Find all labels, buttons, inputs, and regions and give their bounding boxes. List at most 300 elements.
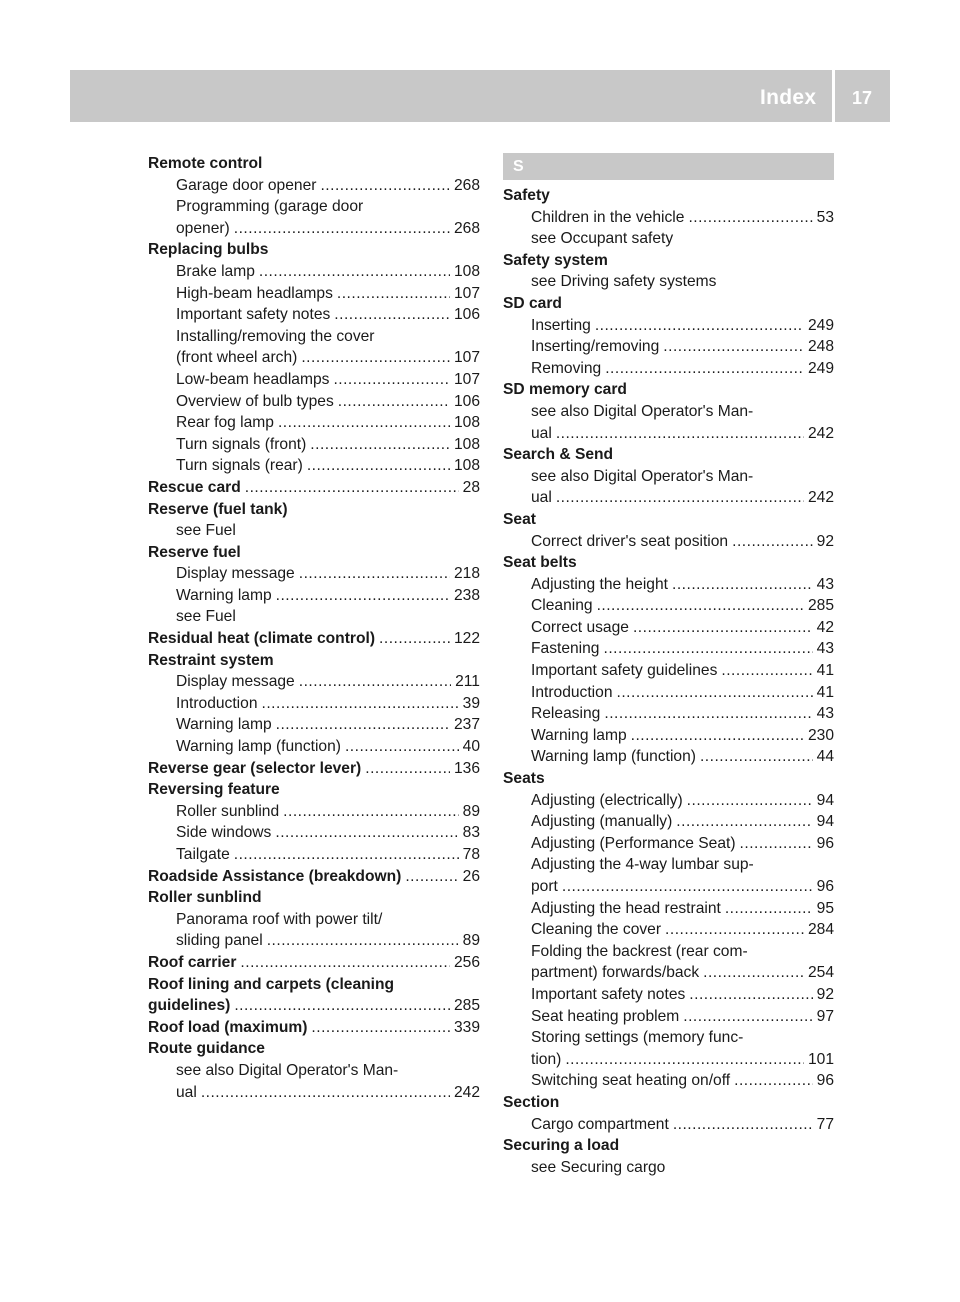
index-subentry xyxy=(148,909,480,931)
entry-text: Roadside Assistance (breakdown) xyxy=(148,867,402,885)
entry-text: Rescue card xyxy=(148,478,241,496)
entry-text: guidelines) xyxy=(148,997,231,1015)
page-ref: 254 xyxy=(807,964,834,982)
page-ref: 256 xyxy=(453,953,480,971)
entry-text: Inserting/removing xyxy=(531,338,660,356)
page-ref: 92 xyxy=(816,985,834,1003)
page-ref: 268 xyxy=(453,219,480,237)
entry-text: sliding panel xyxy=(176,932,263,950)
dot-leader xyxy=(267,930,459,952)
index-subentry xyxy=(148,736,480,758)
entry-text: Warning lamp xyxy=(176,586,272,604)
entry-text: Tailgate xyxy=(176,846,230,863)
index-heading xyxy=(148,239,480,261)
index-heading xyxy=(503,1135,834,1157)
index-heading xyxy=(503,444,834,466)
entry-text: see also Digital Operator's Man- xyxy=(531,402,754,420)
index-subentry xyxy=(503,207,834,229)
entry-text: see also Digital Operator's Man- xyxy=(176,1061,399,1079)
page-ref: 78 xyxy=(462,846,480,863)
index-subentry xyxy=(148,1060,480,1082)
dot-leader xyxy=(276,585,450,607)
index-heading xyxy=(503,250,834,272)
entry-text: Reserve fuel xyxy=(148,543,241,561)
page-ref: 28 xyxy=(462,478,480,496)
entry-text: see Fuel xyxy=(176,522,236,540)
index-heading xyxy=(148,974,480,996)
index-column-left xyxy=(148,153,480,1103)
dot-leader xyxy=(234,844,459,866)
entry-text: Switching seat heating on/off xyxy=(531,1072,731,1090)
index-subentry xyxy=(148,671,480,693)
dot-leader xyxy=(556,487,804,509)
index-subentry xyxy=(503,638,834,660)
dot-leader xyxy=(721,660,812,682)
index-subentry xyxy=(148,412,480,434)
entry-text: Remote control xyxy=(148,155,263,172)
index-subentry xyxy=(148,563,480,585)
page-ref: 106 xyxy=(453,392,480,410)
entry-text: Display message xyxy=(176,565,295,583)
dot-leader xyxy=(307,455,450,477)
dot-leader xyxy=(333,369,450,391)
index-subentry xyxy=(148,218,480,240)
index-heading xyxy=(503,293,834,315)
page-ref: 44 xyxy=(816,748,834,766)
page-ref: 285 xyxy=(807,597,834,615)
index-subentry xyxy=(503,336,834,358)
index-subentry xyxy=(148,693,480,715)
entry-text: Installing/removing the cover xyxy=(176,327,375,345)
entry-text: Adjusting (manually) xyxy=(531,813,673,831)
dot-leader xyxy=(734,1070,813,1092)
entry-text: Adjusting the height xyxy=(531,575,668,593)
index-subentry xyxy=(148,801,480,823)
index-heading xyxy=(148,1017,480,1039)
dot-leader xyxy=(334,304,450,326)
index-subentry xyxy=(148,434,480,456)
dot-leader xyxy=(234,218,450,240)
index-subentry xyxy=(503,1070,834,1092)
index-subentry xyxy=(503,876,834,898)
page-ref: 94 xyxy=(816,813,834,831)
entry-text: Important safety notes xyxy=(531,985,686,1003)
entry-text: Releasing xyxy=(531,705,601,723)
index-heading xyxy=(148,499,480,521)
entry-text: Roof carrier xyxy=(148,953,237,971)
index-subentry xyxy=(503,746,834,768)
dot-leader xyxy=(663,336,804,358)
index-heading xyxy=(503,379,834,401)
page-ref: 242 xyxy=(807,489,834,507)
index-heading xyxy=(503,1092,834,1114)
index-heading xyxy=(148,866,480,888)
entry-text: see Fuel xyxy=(176,608,236,626)
entry-text: Warning lamp (function) xyxy=(531,748,696,766)
index-subentry xyxy=(148,822,480,844)
entry-text: Correct driver's seat position xyxy=(531,532,729,550)
page-ref: 39 xyxy=(462,694,480,712)
dot-leader xyxy=(283,801,458,823)
page-ref: 211 xyxy=(455,673,480,691)
dot-leader xyxy=(676,811,812,833)
dot-leader xyxy=(595,315,804,337)
dot-leader xyxy=(556,423,804,445)
index-subentry xyxy=(148,326,480,348)
index-heading xyxy=(503,509,834,531)
dot-leader xyxy=(604,703,812,725)
page-ref: 107 xyxy=(453,284,480,302)
dot-leader xyxy=(379,628,450,650)
index-heading xyxy=(148,952,480,974)
page-ref: 26 xyxy=(462,867,480,885)
entry-text: Correct usage xyxy=(531,618,629,636)
index-subentry xyxy=(503,315,834,337)
dot-leader xyxy=(234,995,450,1017)
index-subentry xyxy=(503,725,834,747)
page-ref: 42 xyxy=(816,618,834,636)
dot-leader xyxy=(597,595,804,617)
entry-text: Children in the vehicle xyxy=(531,208,685,226)
index-subentry xyxy=(503,898,834,920)
entry-text: Low-beam headlamps xyxy=(176,370,330,388)
index-heading xyxy=(148,542,480,564)
page-ref: 107 xyxy=(453,370,480,388)
index-subentry xyxy=(503,531,834,553)
dot-leader xyxy=(683,1006,812,1028)
entry-text: Rear fog lamp xyxy=(176,414,274,432)
dot-leader xyxy=(617,682,813,704)
dot-leader xyxy=(405,866,458,888)
index-subentry xyxy=(148,1082,480,1104)
entry-text: Introduction xyxy=(531,683,613,701)
index-subentry xyxy=(148,304,480,326)
entry-text: Removing xyxy=(531,359,602,377)
dot-leader xyxy=(687,790,813,812)
index-heading xyxy=(148,153,480,175)
dot-leader xyxy=(689,984,812,1006)
dot-leader xyxy=(603,638,812,660)
entry-text: Introduction xyxy=(176,694,258,712)
page-ref: 41 xyxy=(816,662,834,680)
index-subentry xyxy=(503,574,834,596)
dot-leader xyxy=(320,175,450,197)
index-heading xyxy=(503,768,834,790)
dot-leader xyxy=(262,693,459,715)
index-subentry xyxy=(503,854,834,876)
index-subentry xyxy=(148,585,480,607)
page-ref: 106 xyxy=(453,306,480,324)
entry-text: ual xyxy=(531,489,552,507)
index-subentry xyxy=(503,962,834,984)
index-heading xyxy=(148,477,480,499)
dot-leader xyxy=(633,617,813,639)
index-subentry xyxy=(148,261,480,283)
index-subentry xyxy=(503,487,834,509)
index-heading xyxy=(148,758,480,780)
index-heading xyxy=(148,1038,480,1060)
index-subentry xyxy=(503,1157,834,1179)
entry-text: Cleaning the cover xyxy=(531,921,662,939)
entry-text: port xyxy=(531,878,558,895)
index-subentry xyxy=(148,196,480,218)
entry-text: Overview of bulb types xyxy=(176,392,334,410)
page-ref: 53 xyxy=(816,208,834,226)
index-subentry xyxy=(503,790,834,812)
entry-text: Adjusting (Performance Seat) xyxy=(531,834,736,852)
index-subentry xyxy=(503,617,834,639)
dot-leader xyxy=(299,563,450,585)
entry-text: Warning lamp (function) xyxy=(176,738,341,756)
entry-text: Cargo compartment xyxy=(531,1115,669,1133)
page-ref: 230 xyxy=(807,726,834,744)
dot-leader xyxy=(565,1049,804,1071)
index-subentry xyxy=(503,228,834,250)
dot-leader xyxy=(732,531,813,553)
index-column-right xyxy=(503,153,834,1178)
page-ref: 218 xyxy=(453,565,480,583)
page-ref: 284 xyxy=(807,921,834,939)
dot-leader xyxy=(673,1114,813,1136)
index-subentry xyxy=(503,919,834,941)
entry-text: see also Digital Operator's Man- xyxy=(531,467,754,485)
entry-text: Restraint system xyxy=(148,651,274,669)
index-heading xyxy=(148,628,480,650)
entry-text: Securing a load xyxy=(503,1137,620,1155)
page-ref: 237 xyxy=(453,716,480,734)
index-heading xyxy=(148,650,480,672)
index-subentry xyxy=(148,175,480,197)
dot-leader xyxy=(278,412,450,434)
entry-text: tion) xyxy=(531,1050,562,1068)
index-heading xyxy=(148,887,480,909)
index-heading xyxy=(503,552,834,574)
entry-text: Seat belts xyxy=(503,554,577,572)
index-subentry xyxy=(503,1006,834,1028)
entry-text: Reverse gear (selector lever) xyxy=(148,759,362,777)
page-ref: 94 xyxy=(816,791,834,809)
entry-text: Reversing feature xyxy=(148,781,280,799)
dot-leader xyxy=(310,434,450,456)
index-subentry xyxy=(503,595,834,617)
entry-text: Reserve (fuel tank) xyxy=(148,500,288,518)
entry-text: Garage door opener xyxy=(176,176,317,194)
page-ref: 95 xyxy=(816,899,834,917)
index-heading xyxy=(148,995,480,1017)
entry-text: Warning lamp xyxy=(176,716,272,734)
entry-text: Seats xyxy=(503,770,545,788)
entry-text: opener) xyxy=(176,219,230,237)
entry-text: see Occupant safety xyxy=(531,230,674,248)
index-subentry xyxy=(503,984,834,1006)
entry-text: see Driving safety systems xyxy=(531,273,717,291)
dot-leader xyxy=(365,758,450,780)
page-ref: 97 xyxy=(816,1007,834,1025)
dot-leader xyxy=(311,1017,450,1039)
page-ref: 108 xyxy=(453,457,480,475)
index-subentry xyxy=(503,1114,834,1136)
entry-text: Seat xyxy=(503,510,536,528)
index-subentry xyxy=(503,1027,834,1049)
entry-text: High-beam headlamps xyxy=(176,284,333,302)
entry-text: Roof lining and carpets (cleaning xyxy=(148,975,395,993)
index-subentry xyxy=(148,714,480,736)
page-ref: 242 xyxy=(807,424,834,442)
dot-leader xyxy=(345,736,459,758)
dot-leader xyxy=(201,1082,450,1104)
page-ref: 136 xyxy=(453,759,480,777)
entry-text: Warning lamp xyxy=(531,726,627,744)
dot-leader xyxy=(665,919,804,941)
page-ref: 43 xyxy=(816,640,834,658)
entry-text: Brake lamp xyxy=(176,262,255,280)
page-ref: 43 xyxy=(816,705,834,723)
entry-text: Inserting xyxy=(531,316,591,334)
index-subentry xyxy=(148,844,480,866)
dot-leader xyxy=(703,962,804,984)
entry-text: (front wheel arch) xyxy=(176,349,298,367)
entry-text: Adjusting the head restraint xyxy=(531,899,721,917)
index-subentry xyxy=(148,606,480,628)
entry-text: Turn signals (rear) xyxy=(176,457,303,475)
index-subentry xyxy=(503,401,834,423)
dot-leader xyxy=(301,347,450,369)
entry-text: Turn signals (front) xyxy=(176,435,307,453)
entry-text: Display message xyxy=(176,673,295,691)
entry-text: ual xyxy=(531,424,552,442)
index-subentry xyxy=(148,930,480,952)
index-subentry xyxy=(503,466,834,488)
entry-text: Roller sunblind xyxy=(176,802,280,820)
dot-leader xyxy=(688,207,812,229)
page-ref: 108 xyxy=(453,414,480,432)
page-ref: 248 xyxy=(807,338,834,356)
index-subentry xyxy=(503,811,834,833)
index-subentry xyxy=(503,660,834,682)
dot-leader xyxy=(240,952,450,974)
header-divider xyxy=(832,70,835,122)
entry-text: SD card xyxy=(503,294,562,312)
entry-text: Seat heating problem xyxy=(531,1007,680,1025)
index-subentry xyxy=(148,520,480,542)
entry-text: Important safety notes xyxy=(176,306,331,324)
index-title: Index xyxy=(760,86,817,109)
page-ref: 242 xyxy=(453,1083,480,1101)
dot-leader xyxy=(672,574,813,596)
page-ref: 122 xyxy=(453,630,480,648)
page-ref: 77 xyxy=(816,1115,834,1133)
entry-text: Residual heat (climate control) xyxy=(148,630,376,648)
index-subentry xyxy=(503,941,834,963)
dot-leader xyxy=(259,261,450,283)
entry-text: Roller sunblind xyxy=(148,889,262,907)
page-ref: 238 xyxy=(453,586,480,604)
entry-text: partment) forwards/back xyxy=(531,964,700,982)
index-subentry xyxy=(148,347,480,369)
dot-leader xyxy=(725,898,813,920)
index-entries-right xyxy=(503,185,834,1178)
entry-text: Safety xyxy=(503,187,550,204)
entry-text: Storing settings (memory func- xyxy=(531,1029,744,1047)
entry-text: Programming (garage door xyxy=(176,198,364,216)
page-ref: 107 xyxy=(453,349,480,367)
dot-leader xyxy=(740,833,813,855)
page-ref: 96 xyxy=(816,1072,834,1090)
page-ref: 89 xyxy=(462,802,480,820)
entry-text: Important safety guidelines xyxy=(531,662,718,680)
dot-leader xyxy=(338,391,450,413)
page-ref: 249 xyxy=(807,359,834,377)
index-subentry xyxy=(503,1049,834,1071)
page-ref: 285 xyxy=(453,997,480,1015)
dot-leader xyxy=(631,725,804,747)
page-ref: 89 xyxy=(462,932,480,950)
entry-text: Replacing bulbs xyxy=(148,241,269,259)
page-ref: 249 xyxy=(807,316,834,334)
entry-text: Section xyxy=(503,1093,560,1111)
page-ref: 41 xyxy=(816,683,834,701)
dot-leader xyxy=(299,671,451,693)
page-ref: 83 xyxy=(462,824,480,842)
page-ref: 108 xyxy=(453,435,480,453)
entry-text: Route guidance xyxy=(148,1040,265,1058)
index-subentry xyxy=(148,391,480,413)
dot-leader xyxy=(276,714,450,736)
index-heading xyxy=(148,779,480,801)
entry-text: Safety system xyxy=(503,251,608,269)
entry-text: Adjusting the 4-way lumbar sup- xyxy=(531,856,754,874)
page-ref: 96 xyxy=(816,878,834,895)
entry-text: Roof load (maximum) xyxy=(148,1018,308,1036)
page-ref: 268 xyxy=(453,176,480,194)
page-ref: 339 xyxy=(453,1018,480,1036)
dot-leader xyxy=(275,822,458,844)
entry-text: Side windows xyxy=(176,824,272,842)
page-ref: 43 xyxy=(816,575,834,593)
entry-text: see Securing cargo xyxy=(531,1158,666,1176)
index-subentry xyxy=(148,283,480,305)
index-subentry xyxy=(503,703,834,725)
page-number: 17 xyxy=(852,88,873,108)
dot-leader xyxy=(245,477,459,499)
dot-leader xyxy=(337,283,450,305)
index-subentry xyxy=(503,271,834,293)
index-subentry xyxy=(148,455,480,477)
entry-text: Adjusting (electrically) xyxy=(531,791,683,809)
index-subentry xyxy=(148,369,480,391)
entry-text: SD memory card xyxy=(503,381,627,399)
entry-text: Panorama roof with power tilt/ xyxy=(176,910,383,928)
index-subentry xyxy=(503,833,834,855)
dot-leader xyxy=(562,876,813,898)
dot-leader xyxy=(700,746,813,768)
section-letter-bar: S xyxy=(503,153,834,180)
entry-text: ual xyxy=(176,1083,197,1101)
page-ref: 96 xyxy=(816,834,834,852)
index-heading xyxy=(503,185,834,207)
page-ref: 108 xyxy=(453,262,480,280)
page-ref: 92 xyxy=(816,532,834,550)
entry-text: Cleaning xyxy=(531,597,593,615)
index-subentry xyxy=(503,682,834,704)
index-subentry xyxy=(503,358,834,380)
index-subentry xyxy=(503,423,834,445)
page-ref: 40 xyxy=(462,738,480,756)
entry-text: Search & Send xyxy=(503,446,614,464)
entry-text: Folding the backrest (rear com- xyxy=(531,942,748,960)
dot-leader xyxy=(605,358,804,380)
entry-text: Fastening xyxy=(531,640,600,658)
